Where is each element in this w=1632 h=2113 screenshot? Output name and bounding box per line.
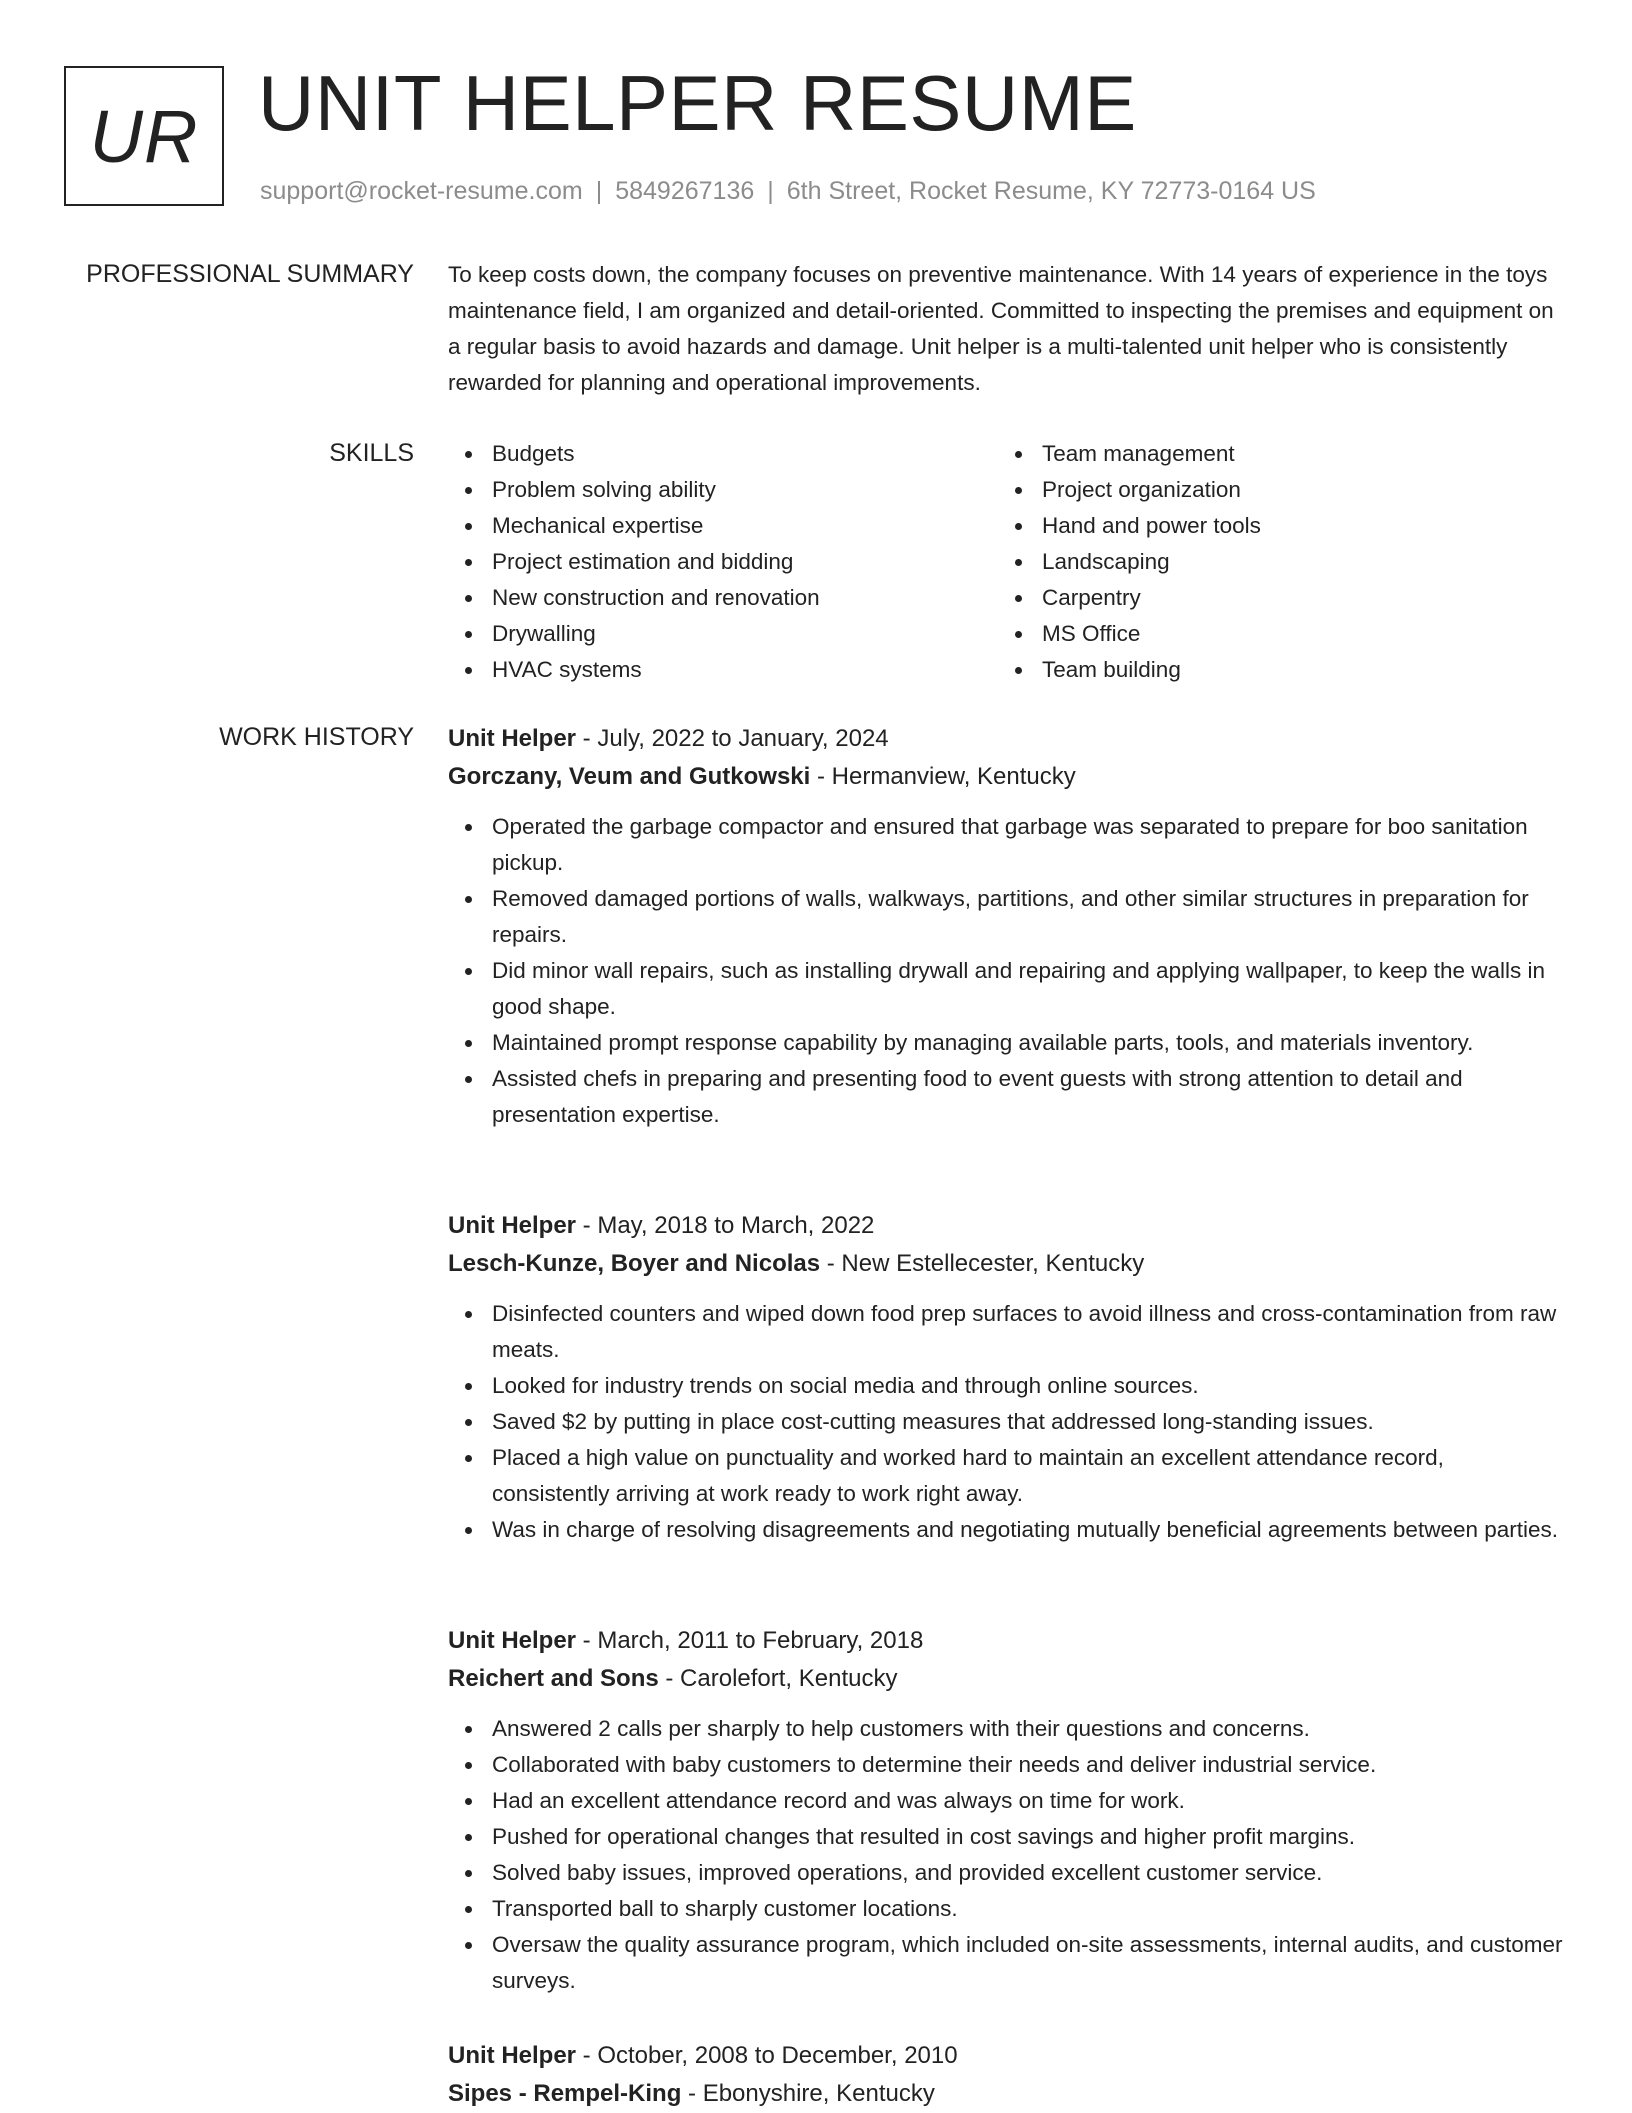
job-title-line xyxy=(448,720,1566,758)
job-title: Unit Helper xyxy=(448,1212,577,1239)
job-dates: - October, 2008 to December, 2010 xyxy=(576,2042,958,2069)
job-title: Unit Helper xyxy=(448,2042,577,2069)
job-bullets xyxy=(448,1711,1566,1999)
job-bullet: Solved baby issues, improved operations, and provided excellent customer service. xyxy=(448,1855,1566,1891)
job-company: Gorczany, Veum and Gutkowski xyxy=(448,763,811,790)
contact-phone: 5849267136 xyxy=(615,177,755,205)
job-bullet: Oversaw the quality assurance program, which included on-site assessments, internal audits, and customer surveys. xyxy=(448,1927,1566,1999)
job-company-line xyxy=(448,2075,1566,2113)
job-company-line xyxy=(448,758,1566,796)
job-company: Lesch-Kunze, Boyer and Nicolas xyxy=(448,1250,821,1277)
job-entry xyxy=(448,1622,1566,1999)
job-entry xyxy=(448,1207,1566,1548)
skill-item: Team building xyxy=(998,652,1261,688)
summary-heading: PROFESSIONAL SUMMARY xyxy=(86,260,414,288)
job-entry xyxy=(448,720,1566,1133)
resume-title: UNIT HELPER RESUME xyxy=(258,59,1137,147)
contact-separator: | xyxy=(767,177,774,205)
skill-item: Mechanical expertise xyxy=(448,508,998,544)
job-dates: - May, 2018 to March, 2022 xyxy=(576,1212,875,1239)
job-entry xyxy=(448,2037,1566,2113)
job-bullet: Saved $2 by putting in place cost-cutting measures that addressed long-standing issues. xyxy=(448,1404,1566,1440)
job-location: - Hermanview, Kentucky xyxy=(810,763,1076,790)
job-title: Unit Helper xyxy=(448,1627,577,1654)
contact-separator: | xyxy=(595,177,603,205)
skill-item: MS Office xyxy=(998,616,1261,652)
contact-line xyxy=(260,175,1316,207)
job-bullet: Was in charge of resolving disagreements and negotiating mutually beneficial agreements between parties. xyxy=(448,1512,1566,1548)
skill-item: Drywalling xyxy=(448,616,998,652)
job-bullet: Placed a high value on punctuality and worked hard to maintain an excellent attendance record, consistently arriving at work ready to work right away. xyxy=(448,1440,1566,1512)
work-history-heading: WORK HISTORY xyxy=(219,723,414,751)
skill-item: HVAC systems xyxy=(448,652,998,688)
skill-item: Project organization xyxy=(998,472,1261,508)
job-bullet: Removed damaged portions of walls, walkways, partitions, and other similar structures in preparation for repairs. xyxy=(448,881,1566,953)
skills-column-1 xyxy=(448,436,998,688)
skill-item: New construction and renovation xyxy=(448,580,998,616)
job-bullet: Answered 2 calls per sharply to help customers with their questions and concerns. xyxy=(448,1711,1566,1747)
job-bullets xyxy=(448,809,1566,1133)
job-bullet: Assisted chefs in preparing and presenting food to event guests with strong attention to detail and presentation expertise. xyxy=(448,1061,1566,1133)
summary-text: To keep costs down, the company focuses on preventive maintenance. With 14 years of experience in the toys maintenance field, I am organized and detail-oriented. Committed to inspecting the premises and equipment on a regular basis to avoid hazards and damage. Unit helper is a multi-talented unit helper who is consistently rewarded for planning and operational improvements. xyxy=(448,262,1554,395)
job-bullet: Transported ball to sharply customer locations. xyxy=(448,1891,1566,1927)
skills-column-2 xyxy=(998,436,1261,688)
job-title-line xyxy=(448,1622,1566,1660)
skills-heading: SKILLS xyxy=(329,439,414,467)
skill-item: Problem solving ability xyxy=(448,472,998,508)
job-title: Unit Helper xyxy=(448,725,577,752)
skills-list xyxy=(448,436,1566,688)
skill-item: Budgets xyxy=(448,436,998,472)
job-bullet: Collaborated with baby customers to determine their needs and deliver industrial service. xyxy=(448,1747,1566,1783)
job-location: - Ebonyshire, Kentucky xyxy=(681,2080,935,2107)
skill-item: Landscaping xyxy=(998,544,1261,580)
skill-item: Team management xyxy=(998,436,1261,472)
job-company-line xyxy=(448,1660,1566,1698)
job-company: Sipes - Rempel-King xyxy=(448,2080,682,2107)
job-title-line xyxy=(448,2037,1566,2075)
job-bullet: Looked for industry trends on social media and through online sources. xyxy=(448,1368,1566,1404)
job-company-line xyxy=(448,1245,1566,1283)
skill-item: Hand and power tools xyxy=(998,508,1261,544)
contact-email: support@rocket-resume.com xyxy=(260,177,583,205)
monogram-logo: UR xyxy=(64,66,224,206)
job-bullets xyxy=(448,1296,1566,1548)
job-bullet: Had an excellent attendance record and was always on time for work. xyxy=(448,1783,1566,1819)
skill-item: Project estimation and bidding xyxy=(448,544,998,580)
job-title-line xyxy=(448,1207,1566,1245)
job-dates: - March, 2011 to February, 2018 xyxy=(576,1627,924,1654)
job-location: - Carolefort, Kentucky xyxy=(658,1665,898,1692)
job-company: Reichert and Sons xyxy=(448,1665,659,1692)
job-bullet: Did minor wall repairs, such as installing drywall and repairing and applying wallpaper, to keep the walls in good shape. xyxy=(448,953,1566,1025)
job-location: - New Estellecester, Kentucky xyxy=(820,1250,1145,1277)
contact-address: 6th Street, Rocket Resume, KY 72773-0164 US xyxy=(786,177,1316,205)
job-dates: - July, 2022 to January, 2024 xyxy=(576,725,889,752)
job-bullet: Disinfected counters and wiped down food prep surfaces to avoid illness and cross-contamination from raw meats. xyxy=(448,1296,1566,1368)
skill-item: Carpentry xyxy=(998,580,1261,616)
job-bullet: Operated the garbage compactor and ensured that garbage was separated to prepare for boo sanitation pickup. xyxy=(448,809,1566,881)
job-bullet: Pushed for operational changes that resulted in cost savings and higher profit margins. xyxy=(448,1819,1566,1855)
job-bullet: Maintained prompt response capability by managing available parts, tools, and materials inventory. xyxy=(448,1025,1566,1061)
